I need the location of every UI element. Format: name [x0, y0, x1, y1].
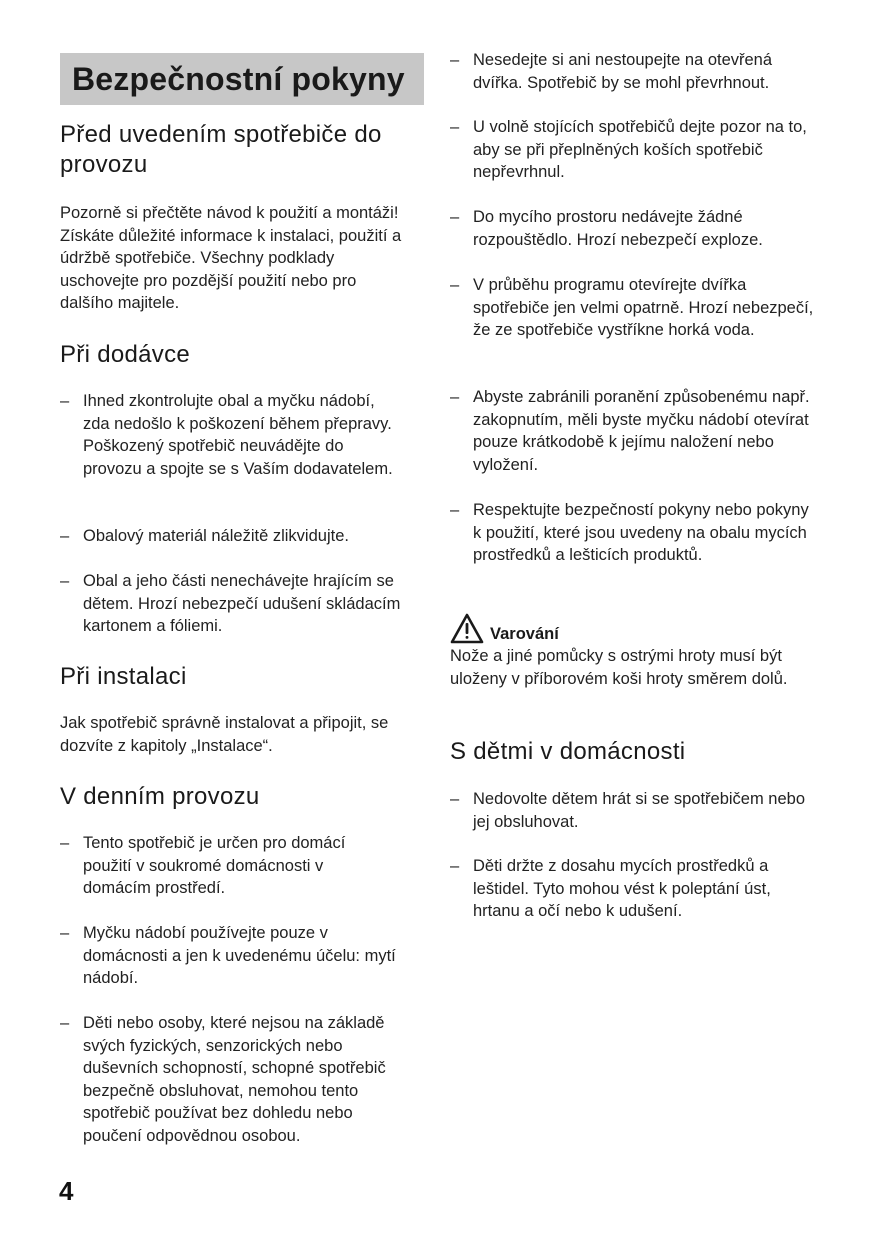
list-item [450, 855, 818, 923]
list-item-text: Ihned zkontrolujte obal a myčku nádobí, zda nedošlo k poškození během přepravy. Poškozený spotřebič neuvádějte do provozu a spojte se s Vaším dodavatelem. [83, 392, 393, 478]
heading-before-use: Před uvedením spotřebiče do provozu [60, 121, 382, 178]
list-dash: – [450, 208, 460, 226]
heading-delivery: Při dodávce [60, 341, 191, 368]
list-item [60, 570, 413, 638]
list-item [60, 832, 388, 900]
list-item-text: Děti nebo osoby, které nejsou na základě svých fyzických, senzorických nebo duševních schopností, schopné spotřebič bezpečně obsluhovat, nemohou tento spotřebič používat bez dohledu nebo poučení odpovědnou osobou. [83, 1014, 386, 1145]
list-item [450, 206, 808, 251]
installation-paragraph: Jak spotřebič správně instalovat a připojit, se dozvíte z kapitoly „Instalace“. [60, 714, 389, 755]
list-item-text: Tento spotřebič je určen pro domácí použití v soukromé domácnosti v domácím prostředí. [83, 834, 346, 897]
list-dash: – [450, 501, 460, 519]
list-item-text: Obal a jeho části nenechávejte hrajícím se dětem. Hrozí nebezpečí udušení skládacím kartonem a fóliemi. [83, 572, 401, 635]
list-item [450, 116, 808, 184]
list-dash: – [60, 834, 70, 852]
heading-installation: Při instalaci [60, 663, 187, 690]
list-item-text: Abyste zabránili poranění způsobenému např. zakopnutím, měli byste myčku nádobí otevírat pouze krátkodobě k jejímu naložení nebo vyložení. [473, 388, 810, 474]
list-item [60, 922, 403, 990]
heading-children: S dětmi v domácnosti [450, 738, 686, 765]
list-dash: – [450, 857, 460, 875]
list-dash: – [60, 1014, 70, 1032]
heading-daily-use: V denním provozu [60, 783, 260, 810]
list-item [60, 390, 393, 480]
list-item [450, 499, 818, 567]
list-item-text: Nedovolte dětem hrát si se spotřebičem nebo jej obsluhovat. [473, 790, 806, 831]
warning-triangle-icon [450, 613, 484, 644]
list-item [450, 386, 818, 476]
list-dash: – [60, 527, 70, 545]
list-item-text: Myčku nádobí používejte pouze v domácnosti a jen k uvedenému účelu: mytí nádobí. [83, 924, 396, 987]
list-item [60, 1012, 403, 1147]
list-item-text: V průběhu programu otevírejte dvířka spotřebiče jen velmi opatrně. Hrozí nebezpečí, že ze spotřebiče vystříkne horká voda. [473, 276, 814, 339]
list-item-text: Nesedejte si ani nestoupejte na otevřená dvířka. Spotřebič by se mohl převrhnout. [473, 51, 773, 92]
warning-header [450, 610, 559, 644]
list-dash: – [450, 276, 460, 294]
list-dash: – [60, 572, 70, 590]
list-dash: – [450, 51, 460, 69]
list-dash: – [60, 392, 70, 410]
warning-text: Nože a jiné pomůcky s ostrými hroty musí být uloženy v příborovém koši hroty směrem dolů. [450, 647, 788, 688]
warning-label: Varování [490, 625, 559, 643]
list-item [450, 788, 813, 833]
page-number: 4 [59, 1176, 74, 1206]
list-dash: – [450, 388, 460, 406]
list-dash: – [450, 118, 460, 136]
page-title-box [60, 53, 424, 105]
before-use-paragraph: Pozorně si přečtěte návod k použití a montáži! Získáte důležité informace k instalaci, použití a údržbě spotřebiče. Všechny podklady uschovejte pro pozdější použití nebo pro dalšího majitele. [60, 204, 402, 312]
list-dash: – [60, 924, 70, 942]
list-item [450, 274, 818, 342]
list-item [60, 525, 403, 548]
list-item-text: Obalový materiál náležitě zlikvidujte. [83, 527, 349, 545]
list-item [450, 49, 818, 94]
page-title: Bezpečnostní pokyny [72, 60, 405, 97]
list-item-text: Do mycího prostoru nedávejte žádné rozpouštědlo. Hrozí nebezpečí exploze. [473, 208, 763, 249]
list-item-text: Děti držte z dosahu mycích prostředků a leštidel. Tyto mohou vést k poleptání úst, hrtanu a očí nebo k udušení. [473, 857, 771, 920]
list-item-text: Respektujte bezpečností pokyny nebo pokyny k použití, které jsou uvedeny na obalu mycích prostředků a lešticích produktů. [473, 501, 809, 564]
list-item-text: U volně stojících spotřebičů dejte pozor na to, aby se při přeplněných koších spotřebič nepřevrhnul. [473, 118, 807, 181]
list-dash: – [450, 790, 460, 808]
